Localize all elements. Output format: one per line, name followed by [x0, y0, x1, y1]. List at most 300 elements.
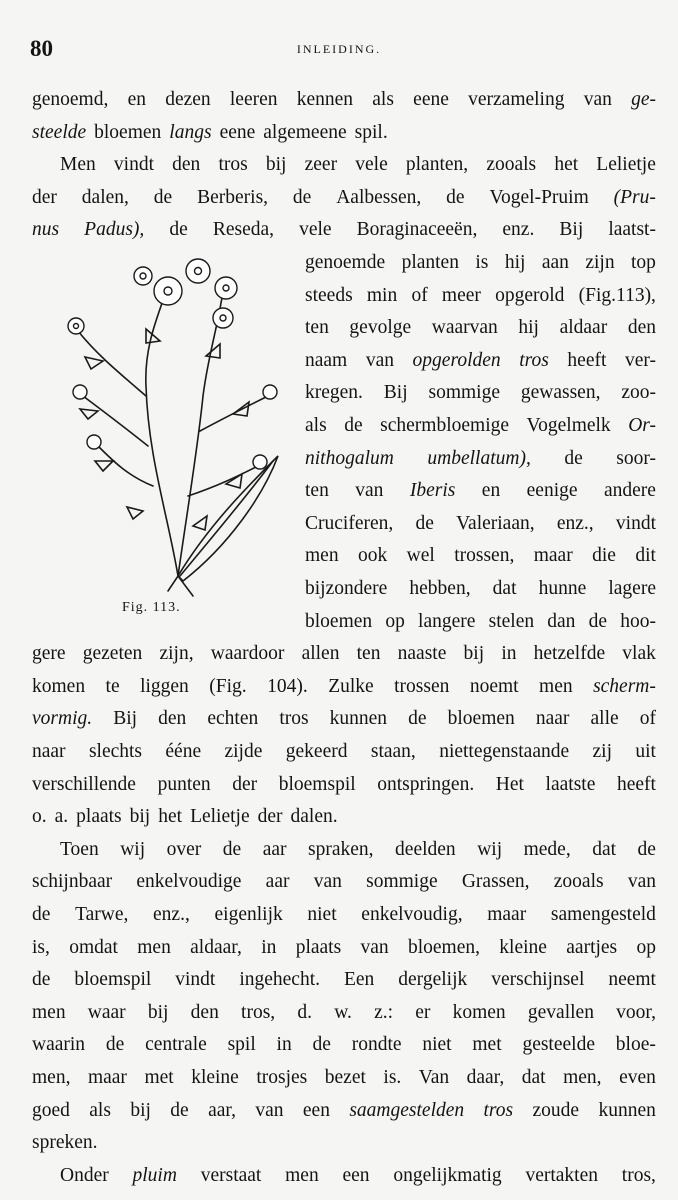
- word: stelen: [488, 610, 535, 632]
- word: de: [637, 838, 656, 860]
- text-line: [32, 903, 656, 927]
- word: de: [153, 186, 173, 208]
- word: de: [344, 415, 363, 436]
- word: dat: [592, 838, 617, 860]
- word: schijnbaar: [32, 871, 113, 893]
- word: als: [89, 1099, 111, 1121]
- word: algemeene: [263, 121, 347, 143]
- italic-word: Padus),: [84, 219, 145, 241]
- word: aar,: [208, 1099, 236, 1121]
- word: verstaat: [200, 1164, 262, 1186]
- text-line: [305, 512, 656, 536]
- word: hij: [518, 317, 539, 339]
- italic-word: nithogalum: [305, 447, 394, 469]
- text-line: [32, 740, 656, 764]
- word: dalen.: [290, 806, 338, 828]
- word: soor-: [616, 447, 656, 469]
- italic-word: langs: [169, 121, 212, 143]
- word: de: [170, 1099, 189, 1121]
- word: er: [415, 1001, 431, 1023]
- word: enkelvoudig,: [361, 904, 463, 925]
- word: wij: [477, 838, 503, 860]
- word: Bij: [559, 219, 584, 241]
- word: naam: [305, 349, 348, 371]
- italic-word: Or-: [628, 415, 656, 436]
- word: en: [127, 89, 146, 110]
- word: of: [411, 284, 428, 306]
- word: de: [32, 969, 51, 991]
- word: kunnen: [329, 708, 388, 730]
- word: Van: [418, 1067, 450, 1088]
- word: de: [446, 186, 465, 208]
- word: w.: [334, 1001, 352, 1023]
- word: dat: [492, 578, 517, 599]
- word: aar: [265, 871, 290, 893]
- text-line: [305, 479, 656, 503]
- word: is.: [383, 1067, 402, 1088]
- italic-word: (Pru-: [613, 186, 656, 208]
- text-line: [305, 577, 656, 601]
- word: bloemen: [94, 121, 162, 143]
- word: van: [313, 871, 342, 893]
- word: zij: [592, 741, 613, 762]
- word: meer: [441, 284, 481, 306]
- word: Reseda,: [212, 219, 274, 241]
- word: andere: [603, 480, 656, 502]
- word: Vogel-Pruim: [489, 186, 589, 208]
- word: eene: [219, 121, 256, 143]
- word: gere: [32, 643, 66, 665]
- word: hij: [504, 252, 526, 273]
- text-line: [60, 153, 656, 177]
- word: men: [285, 1164, 319, 1186]
- word: Men: [60, 154, 96, 176]
- word: naar: [32, 741, 66, 762]
- word: vindt: [615, 512, 656, 534]
- word: bloemspil: [74, 969, 152, 991]
- word: den: [627, 317, 656, 339]
- word: met: [144, 1067, 174, 1088]
- word: der: [232, 773, 258, 795]
- word: enz.,: [556, 512, 594, 534]
- word: den: [190, 1001, 219, 1023]
- word: o.: [32, 806, 47, 828]
- word: (Fig.: [209, 675, 247, 697]
- word: bloe-: [615, 1034, 656, 1056]
- word: Lelietje: [190, 806, 250, 828]
- italic-word: tros: [519, 349, 549, 371]
- word: centrale: [145, 1034, 207, 1056]
- word: dan: [547, 610, 576, 632]
- word: de: [222, 838, 242, 860]
- word: de: [564, 447, 583, 469]
- word: rondte: [351, 1034, 402, 1056]
- word: plaats: [76, 806, 122, 828]
- word: te: [105, 675, 120, 697]
- word: gewassen,: [520, 382, 601, 404]
- word: op: [385, 610, 405, 632]
- word: hetzelfde: [533, 643, 606, 665]
- word: bloemen: [447, 708, 515, 730]
- word: de: [169, 219, 188, 241]
- word: de: [292, 186, 312, 208]
- word: komen: [452, 1001, 506, 1023]
- word: genoemde: [305, 252, 386, 273]
- word: men: [32, 1001, 66, 1023]
- word: der: [257, 806, 283, 828]
- word: aan: [541, 252, 569, 273]
- word: steeds: [305, 284, 353, 306]
- word: aldaar,: [190, 936, 242, 958]
- word: ten: [305, 317, 329, 339]
- text-line: [32, 707, 656, 731]
- word: men,: [32, 1067, 71, 1088]
- word: allen: [301, 643, 340, 665]
- word: kunnen: [598, 1099, 656, 1121]
- word: echten: [207, 708, 259, 730]
- word: sommige: [428, 382, 500, 404]
- text-line: [32, 88, 656, 112]
- word: met: [472, 1034, 502, 1056]
- word: dergelijk: [398, 969, 468, 991]
- page-number: 80: [30, 36, 53, 61]
- word: opgerold: [495, 284, 565, 306]
- word: naaste: [397, 643, 447, 665]
- text-line: [32, 675, 656, 699]
- word: hebben,: [409, 578, 471, 599]
- word: wel: [406, 545, 435, 567]
- italic-word: steelde: [32, 121, 87, 143]
- word: vindt: [175, 969, 216, 991]
- text-line: [305, 544, 656, 568]
- word: vele: [355, 154, 388, 176]
- word: aartjes: [566, 936, 618, 958]
- word: kleine: [499, 936, 547, 958]
- word: daar,: [466, 1067, 505, 1088]
- word: zooals: [486, 154, 537, 176]
- word: dit: [635, 545, 656, 567]
- word: (Fig.113),: [578, 284, 656, 306]
- word: van: [627, 871, 656, 893]
- word: ontspringen.: [377, 773, 475, 795]
- word: enz.: [502, 219, 535, 241]
- word: trossen: [394, 675, 450, 697]
- word: Het: [495, 773, 524, 795]
- word: zeer: [304, 154, 338, 176]
- word: aar: [262, 838, 287, 860]
- word: men: [137, 936, 171, 958]
- word: waardoor: [210, 643, 285, 665]
- word: Berberis,: [197, 186, 269, 208]
- word: zijn,: [159, 643, 194, 665]
- word: bijzondere: [305, 578, 388, 599]
- text-line: [305, 284, 656, 308]
- word: een: [342, 1164, 370, 1186]
- word: leeren: [229, 89, 278, 110]
- word: spreken.: [32, 1132, 98, 1154]
- text-line: [32, 1066, 656, 1090]
- word: tros,: [621, 1164, 656, 1186]
- word: eenige: [526, 480, 578, 502]
- word: naar: [535, 708, 570, 730]
- word: gesteelde: [522, 1034, 595, 1056]
- word: ver-: [624, 349, 656, 371]
- word: uit: [635, 741, 656, 762]
- word: hoo-: [620, 610, 656, 632]
- word: 104).: [267, 675, 308, 697]
- word: in: [276, 1034, 292, 1056]
- word: dalen,: [81, 186, 129, 208]
- word: ten: [356, 643, 381, 665]
- word: planten: [401, 252, 459, 273]
- word: even: [619, 1067, 656, 1088]
- text-line: [32, 805, 656, 829]
- italic-word: tros: [483, 1099, 514, 1121]
- word: slechts: [88, 741, 143, 762]
- word: plaats: [295, 936, 342, 958]
- word: kleine: [191, 1067, 239, 1088]
- word: waarin: [32, 1034, 86, 1056]
- word: vlak: [622, 643, 656, 665]
- word: gezeten: [82, 643, 143, 665]
- word: spraken,: [308, 838, 374, 860]
- word: waar: [87, 1001, 126, 1023]
- word: niet: [422, 1034, 452, 1056]
- word: lagere: [608, 578, 656, 599]
- word: staan,: [370, 741, 416, 762]
- word: in: [501, 643, 517, 665]
- italic-word: umbellatum),: [427, 447, 531, 469]
- italic-word: nus: [32, 219, 60, 241]
- word: d.: [297, 1001, 312, 1023]
- word: kregen.: [305, 382, 363, 404]
- word: mede,: [523, 838, 571, 860]
- word: Bij: [113, 708, 138, 730]
- word: spil.: [354, 121, 388, 143]
- word: en: [481, 480, 501, 502]
- word: van: [360, 936, 389, 958]
- text-line: [32, 968, 656, 992]
- word: dezen: [165, 89, 211, 110]
- word: der: [32, 186, 57, 208]
- word: eene: [413, 89, 449, 110]
- word: bij: [130, 1099, 151, 1121]
- word: deelden: [395, 838, 456, 860]
- word: Tarwe,: [75, 904, 129, 925]
- word: over: [166, 838, 202, 860]
- word: een: [302, 1099, 330, 1121]
- word: alle: [590, 708, 619, 730]
- word: laatste: [545, 773, 596, 795]
- word: die: [592, 545, 616, 567]
- word: de: [312, 1034, 331, 1056]
- text-line: [32, 1131, 656, 1155]
- word: gekeerd: [285, 741, 348, 762]
- word: dat: [521, 1067, 546, 1088]
- word: Onder: [60, 1164, 109, 1186]
- word: tros,: [241, 1001, 276, 1023]
- word: niettegenstaande: [439, 741, 570, 762]
- word: noemt: [469, 675, 519, 697]
- text-line: [305, 414, 656, 438]
- word: maar: [487, 904, 527, 925]
- word: niet: [307, 904, 337, 925]
- text-line: [305, 316, 656, 340]
- word: het: [158, 806, 183, 828]
- text-line: [32, 870, 656, 894]
- word: zoude: [532, 1099, 580, 1121]
- word: verschijnsel: [491, 969, 585, 991]
- word: eigenlijk: [214, 904, 283, 925]
- italic-word: scherm-: [593, 675, 656, 697]
- word: zoo-: [621, 382, 656, 404]
- word: kennen: [296, 89, 354, 110]
- word: Grassen,: [461, 871, 530, 893]
- word: langere: [418, 610, 476, 632]
- word: de: [32, 904, 51, 925]
- word: als: [372, 89, 394, 110]
- text-line: [305, 251, 656, 275]
- word: Boraginaceeën,: [356, 219, 478, 241]
- text-line: [305, 447, 656, 471]
- word: men: [305, 545, 339, 567]
- running-head: INLEIDING.: [296, 42, 382, 56]
- word: genoemd,: [32, 89, 109, 110]
- word: liggen: [140, 675, 189, 697]
- word: trossen,: [454, 545, 515, 567]
- word: omdat: [69, 936, 118, 958]
- text-line: [32, 1001, 656, 1025]
- text-line: [305, 610, 656, 634]
- word: op: [636, 936, 656, 958]
- text-line: [60, 1164, 656, 1188]
- word: als: [305, 415, 327, 436]
- figure-113-plant-illustration: [28, 246, 288, 606]
- figure-caption: Fig. 113.: [122, 600, 181, 615]
- word: schermbloemige: [380, 415, 510, 436]
- italic-word: vormig.: [32, 708, 93, 730]
- word: ongelijkmatig: [393, 1164, 502, 1186]
- word: Lelietje: [596, 154, 656, 176]
- word: van: [355, 480, 384, 502]
- word: top: [631, 252, 656, 273]
- word: zijn: [585, 252, 615, 273]
- word: verzameling: [468, 89, 565, 110]
- word: planten,: [405, 154, 469, 176]
- word: Vogelmelk: [526, 415, 611, 436]
- word: maar: [533, 545, 573, 567]
- word: vele: [299, 219, 332, 241]
- word: bloemen: [305, 610, 373, 632]
- word: samengesteld: [550, 904, 656, 925]
- word: heeft: [616, 773, 656, 795]
- word: zijde: [224, 741, 263, 762]
- word: tros: [279, 708, 309, 730]
- word: Een: [343, 969, 375, 991]
- word: van: [255, 1099, 284, 1121]
- word: enkelvoudige: [136, 871, 242, 893]
- word: aldaar: [559, 317, 608, 339]
- word: neemt: [608, 969, 656, 991]
- word: voor,: [616, 1001, 656, 1023]
- word: Zulke: [328, 675, 374, 697]
- word: gevallen: [527, 1001, 594, 1023]
- word: wij: [120, 838, 146, 860]
- word: trosjes: [256, 1067, 308, 1088]
- word: den: [158, 708, 187, 730]
- text-line: [32, 121, 656, 145]
- word: Aalbessen,: [336, 186, 422, 208]
- word: laatst-: [608, 219, 656, 241]
- word: spil: [227, 1034, 256, 1056]
- word: bij: [265, 154, 287, 176]
- text-line: [32, 218, 656, 242]
- word: hunne: [538, 578, 587, 599]
- word: ingehecht.: [239, 969, 321, 991]
- word: min: [366, 284, 398, 306]
- word: men: [539, 675, 573, 697]
- word: van: [365, 349, 394, 371]
- word: sommige: [366, 871, 438, 893]
- word: a.: [54, 806, 69, 828]
- italic-word: saamgestelden: [349, 1099, 465, 1121]
- italic-word: pluim: [132, 1164, 177, 1186]
- word: bloemspil: [278, 773, 356, 795]
- word: maar: [87, 1067, 127, 1088]
- word: enz.,: [153, 904, 190, 925]
- word: het: [554, 154, 579, 176]
- word: is: [475, 252, 489, 273]
- word: of: [639, 708, 656, 730]
- italic-word: Iberis: [409, 480, 456, 502]
- italic-word: ge-: [631, 89, 656, 110]
- word: Toen: [60, 838, 99, 860]
- word: de: [105, 1034, 125, 1056]
- word: bij: [147, 1001, 169, 1023]
- word: van: [583, 89, 612, 110]
- text-line: [32, 773, 656, 797]
- word: ook: [357, 545, 388, 567]
- word: Valeriaan,: [456, 512, 535, 534]
- word: de: [415, 512, 434, 534]
- word: bloemen,: [407, 936, 480, 958]
- word: de: [408, 708, 427, 730]
- text-line: [32, 642, 656, 666]
- word: tros: [218, 154, 248, 176]
- word: heeft: [567, 349, 607, 371]
- text-line: [32, 1099, 656, 1123]
- word: verschillende: [32, 773, 136, 795]
- word: gevolge: [349, 317, 412, 339]
- text-line: [32, 1033, 656, 1057]
- word: komen: [32, 675, 86, 697]
- word: in: [261, 936, 277, 958]
- word: bezet: [324, 1067, 366, 1088]
- word: zooals: [553, 871, 604, 893]
- text-line: [305, 349, 656, 373]
- word: bij: [463, 643, 485, 665]
- word: goed: [32, 1099, 70, 1121]
- word: den: [172, 154, 201, 176]
- text-line: [32, 186, 656, 210]
- word: bij: [129, 806, 151, 828]
- word: de: [588, 610, 608, 632]
- word: ééne: [165, 741, 202, 762]
- italic-word: opgerolden: [412, 349, 501, 371]
- word: waarvan: [431, 317, 498, 339]
- word: vertakten: [525, 1164, 598, 1186]
- text-line: [60, 838, 656, 862]
